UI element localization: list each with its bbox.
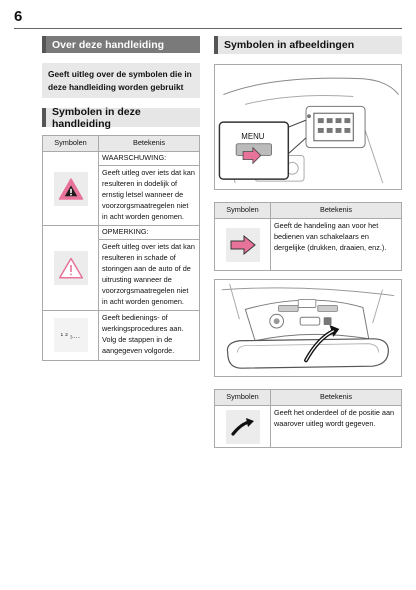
header-symbolen: Symbolen (43, 136, 99, 152)
right-column (214, 36, 402, 448)
warning-text: Geeft uitleg over iets dat kan resulteren in dodelijk of ernstig letsel wanneer de voorzorgsmaatregelen niet in acht worden genomen. (102, 168, 195, 221)
header-betekenis: Betekenis (271, 390, 402, 406)
symbol-cell (43, 226, 99, 311)
warning-triangle-icon (54, 172, 88, 206)
symbol-cell (43, 310, 99, 360)
warning-title: WAARSCHUWING: (99, 152, 199, 166)
dashboard-menu-illustration (214, 64, 402, 190)
illustration-symbols-table-2 (214, 389, 402, 448)
header-betekenis: Betekenis (99, 136, 200, 152)
table-header-row (215, 390, 402, 406)
table-header-row (215, 203, 402, 219)
header-symbolen: Symbolen (215, 203, 271, 219)
step-numbers: ¹ ² ₃… (60, 330, 81, 340)
meaning-cell (99, 152, 200, 226)
header-symbolen: Symbolen (215, 390, 271, 406)
position-pointer-icon (226, 410, 260, 444)
illustration-symbols-table-1 (214, 202, 402, 271)
table-row (215, 219, 402, 271)
overhead-console-illustration (214, 279, 402, 377)
chapter-banner: Over deze handleiding (42, 36, 200, 53)
symbol-cell (215, 219, 271, 271)
section-title-illustrations: Symbolen in afbeeldingen (214, 36, 402, 54)
table-header-row (43, 136, 200, 152)
caution-title: OPMERKING: (99, 226, 199, 240)
symbol-cell (215, 406, 271, 448)
left-column (42, 36, 200, 361)
table-row (43, 152, 200, 226)
operation-text: Geeft de handeling aan voor het bedienen van schakelaars en dergelijke (drukken, draaien, enz.). (274, 221, 387, 252)
symbol-cell (43, 152, 99, 226)
intro-box: Geeft uitleg over de symbolen die in deze handleiding worden gebruikt (42, 63, 200, 98)
caution-triangle-icon (54, 251, 88, 285)
section-title-symbols: Symbolen in deze handleiding (42, 108, 200, 127)
position-text: Geeft het onderdeel of de positie aan waarover uitleg wordt gegeven. (274, 408, 395, 428)
meaning-cell (99, 310, 200, 360)
procedure-text: Geeft bedienings- of werkingsprocedures aan. Volg de stappen in de aangegeven volgorde. (102, 312, 184, 355)
meaning-cell (271, 219, 402, 271)
table-row (43, 310, 200, 360)
page-number: 6 (14, 8, 23, 25)
symbols-table (42, 135, 200, 361)
table-row (43, 226, 200, 311)
header-rule (14, 28, 402, 29)
header-betekenis: Betekenis (271, 203, 402, 219)
meaning-cell (271, 406, 402, 448)
table-row (215, 406, 402, 448)
caution-text: Geeft uitleg over iets dat kan resulteren in schade of storingen aan de auto of de uitrusting wanneer de voorzorgsmaatregelen niet in acht worden genomen. (102, 242, 195, 306)
meaning-cell (99, 226, 200, 311)
operation-arrow-icon (226, 228, 260, 262)
menu-label: MENU (241, 131, 265, 141)
step-sequence-icon (54, 318, 88, 352)
